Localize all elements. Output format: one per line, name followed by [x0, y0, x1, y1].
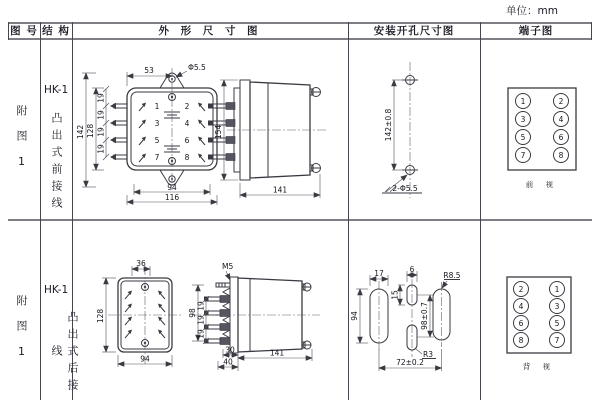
- terminal-number: 3: [154, 119, 160, 128]
- front-view-body: [127, 68, 217, 190]
- dim-98-07: 98±0.7: [420, 302, 429, 330]
- hole-callout: [382, 175, 422, 193]
- terminal-1: 1: [520, 96, 526, 106]
- label-m5: M5: [222, 262, 234, 271]
- terminal-number: 4: [184, 119, 190, 128]
- terminal-circles: [514, 282, 565, 348]
- row2-fig-no: 附图1: [15, 295, 28, 372]
- terminal-number: 1: [154, 102, 160, 111]
- dim-19: 19: [96, 144, 106, 154]
- dim-141: 141: [272, 185, 288, 195]
- dim-15: 15: [390, 290, 400, 300]
- terminal-number: 5: [154, 136, 160, 145]
- dim-98: 98: [188, 308, 197, 318]
- row1-model: HK-1: [44, 84, 69, 96]
- row2-model: HK-1: [44, 284, 69, 296]
- dim-19: 19: [96, 110, 106, 120]
- dim-116: 116: [164, 193, 180, 202]
- label-r3: R3: [423, 350, 433, 359]
- terminal-2: 2: [518, 284, 524, 294]
- middle-slots: [391, 265, 437, 359]
- dim-141: 141: [269, 348, 285, 358]
- dim-53: 53: [144, 66, 154, 75]
- dim-19: 19: [96, 93, 106, 103]
- rear-studs: [204, 296, 230, 345]
- unit-label: 单位：mm: [506, 5, 558, 17]
- rear-view-body: [108, 266, 182, 364]
- terminal-4: 4: [518, 301, 524, 311]
- terminal-8: 8: [558, 150, 564, 160]
- header-terminal: 端子图: [518, 24, 554, 37]
- dim-6: 6: [409, 265, 415, 274]
- dim-19: 19: [96, 127, 106, 137]
- side-view: [208, 80, 328, 198]
- view-label-rear: 背 视: [522, 362, 556, 371]
- col-border-1: [40, 22, 41, 400]
- header-structure: 结 构: [42, 24, 70, 37]
- label-r8-5: R8.5: [443, 271, 461, 280]
- terminal-number: 7: [154, 153, 160, 162]
- row2-install-diagram: [348, 221, 480, 400]
- header-outline: 外 形 尺 寸 图: [158, 24, 262, 37]
- dim-142: 142: [76, 124, 85, 140]
- terminal-8: 8: [518, 335, 524, 345]
- row2-structure: 凸出式后接线: [50, 310, 79, 396]
- terminal-number: 8: [184, 153, 190, 162]
- holes-label: 2-Φ5.5: [392, 184, 418, 193]
- dim-19: 19: [196, 301, 206, 311]
- dim-94: 94: [167, 183, 177, 192]
- terminal-2: 2: [558, 96, 564, 106]
- dim-30: 30: [225, 345, 235, 355]
- rear-view-dimensions: [96, 259, 172, 367]
- row1-fig-no: 附图1: [15, 105, 28, 182]
- dim-94: 94: [140, 354, 150, 364]
- row2-outline-diagram: [72, 221, 348, 400]
- row1-outline-diagram: [72, 40, 348, 221]
- terminal-6: 6: [558, 132, 564, 142]
- header-fig-no: 图 号: [10, 24, 38, 37]
- terminal-7: 7: [554, 335, 560, 345]
- view-label-front: 前 视: [525, 180, 559, 189]
- row1-install-diagram: [348, 40, 480, 221]
- right-slot: [433, 271, 461, 347]
- dim-19: 19: [196, 329, 206, 339]
- terminal-7: 7: [520, 150, 526, 160]
- terminal-1: 1: [554, 284, 560, 294]
- terminal-3: 3: [554, 301, 560, 311]
- row1-structure: 凸出式前接线: [50, 112, 63, 214]
- dim-94: 94: [350, 311, 359, 321]
- terminal-4: 4: [558, 114, 564, 124]
- dim-36: 36: [136, 259, 146, 268]
- side-view-rear: [188, 262, 320, 371]
- row1-terminal-diagram: [480, 40, 592, 221]
- dim-19: 19: [196, 315, 206, 325]
- dim-128: 128: [86, 123, 95, 139]
- terminal-5: 5: [554, 318, 560, 328]
- dim-dia-5-5: Φ5.5: [188, 63, 206, 72]
- terminal-5: 5: [520, 132, 526, 142]
- dim-154: 154: [214, 124, 223, 140]
- dim-17: 17: [374, 269, 384, 278]
- terminal-6: 6: [518, 318, 524, 328]
- front-view-dimensions: [76, 63, 217, 205]
- terminal-3: 3: [520, 114, 526, 124]
- dim-72-02: 72±0.2: [396, 358, 424, 367]
- terminal-circles: [516, 94, 569, 163]
- terminal-number: 6: [184, 136, 190, 145]
- dim-142-08: 142±0.8: [384, 108, 393, 142]
- row2-terminal-diagram: [480, 221, 592, 400]
- dim-40: 40: [223, 357, 233, 367]
- left-slot: [350, 269, 388, 351]
- terminal-number: 2: [184, 102, 190, 111]
- dim-128: 128: [96, 308, 105, 324]
- header-install: 安装开孔尺寸图: [373, 24, 455, 37]
